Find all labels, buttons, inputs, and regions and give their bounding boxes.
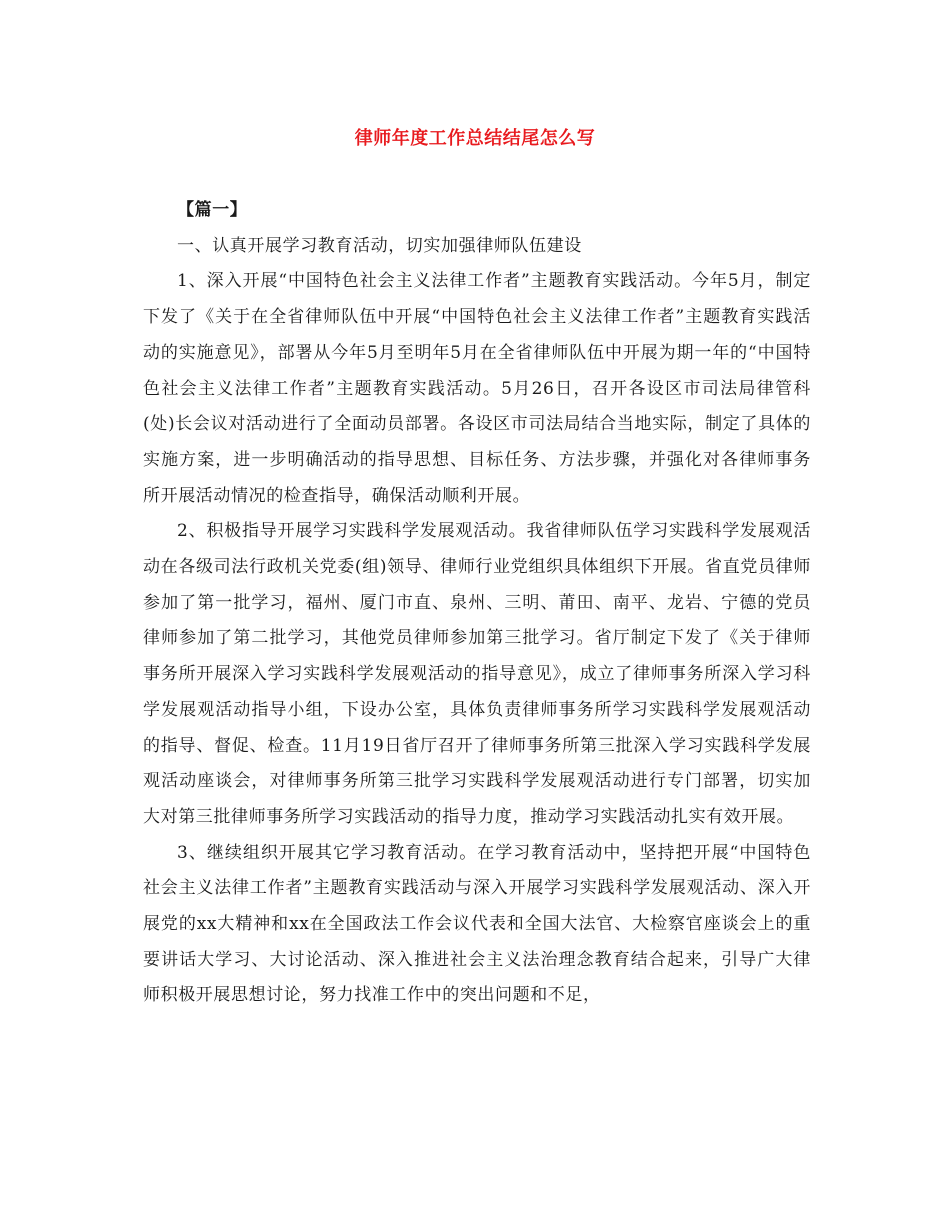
paragraph-3: 3、继续组织开展其它学习教育活动。在学习教育活动中，坚持把开展“中国特色社会主义法律工作者”主题教育实践活动与深入开展学习实践科学发展观活动、深入开展党的xx大精神和xx在全国政法工作会议代表和全国大法官、大检察官座谈会上的重要讲话大学习、大讨论活动、深入推进社会主义法治理念教育结合起来，引导广大律师积极开展思想讨论，努力找准工作中的突出问题和不足，: [143, 842, 811, 1006]
section-tag: 【篇一】: [177, 200, 248, 220]
document-body: [143, 193, 811, 1014]
document-title: 律师年度工作总结结尾怎么写: [354, 128, 596, 149]
paragraph-1: 1、深入开展“中国特色社会主义法律工作者”主题教育实践活动。今年5月，制定下发了《关于在全省律师队伍中开展“中国特色社会主义法律工作者”主题教育实践活动的实施意见》，部署从今年5月至明年5月在全省律师队伍中开展为期一年的“中国特色社会主义法律工作者”主题教育实践活动。5月26日，召开各设区市司法局律管科(处)长会议对活动进行了全面动员部署。各设区市司法局结合当地实际，制定了具体的实施方案，进一步明确活动的指导思想、目标任务、方法步骤，并强化对各律师事务所开展活动情况的检查指导，确保活动顺利开展。: [143, 271, 811, 506]
section-heading: 一、认真开展学习教育活动，切实加强律师队伍建设: [177, 235, 582, 256]
paragraph-2: 2、积极指导开展学习实践科学发展观活动。我省律师队伍学习实践科学发展观活动在各级司法行政机关党委(组)领导、律师行业党组织具体组织下开展。省直党员律师参加了第一批学习，福州、厦门市直、泉州、三明、莆田、南平、龙岩、宁德的党员律师参加了第二批学习，其他党员律师参加第三批学习。省厅制定下发了《关于律师事务所开展深入学习实践科学发展观活动的指导意见》，成立了律师事务所深入学习科学发展观活动指导小组，下设办公室，具体负责律师事务所学习实践科学发展观活动的指导、督促、检查。11月19日省厅召开了律师事务所第三批深入学习实践科学发展观活动座谈会，对律师事务所第三批学习实践科学发展观活动进行专门部署，切实加大对第三批律师事务所学习实践活动的指导力度，推动学习实践活动扎实有效开展。: [143, 521, 811, 827]
